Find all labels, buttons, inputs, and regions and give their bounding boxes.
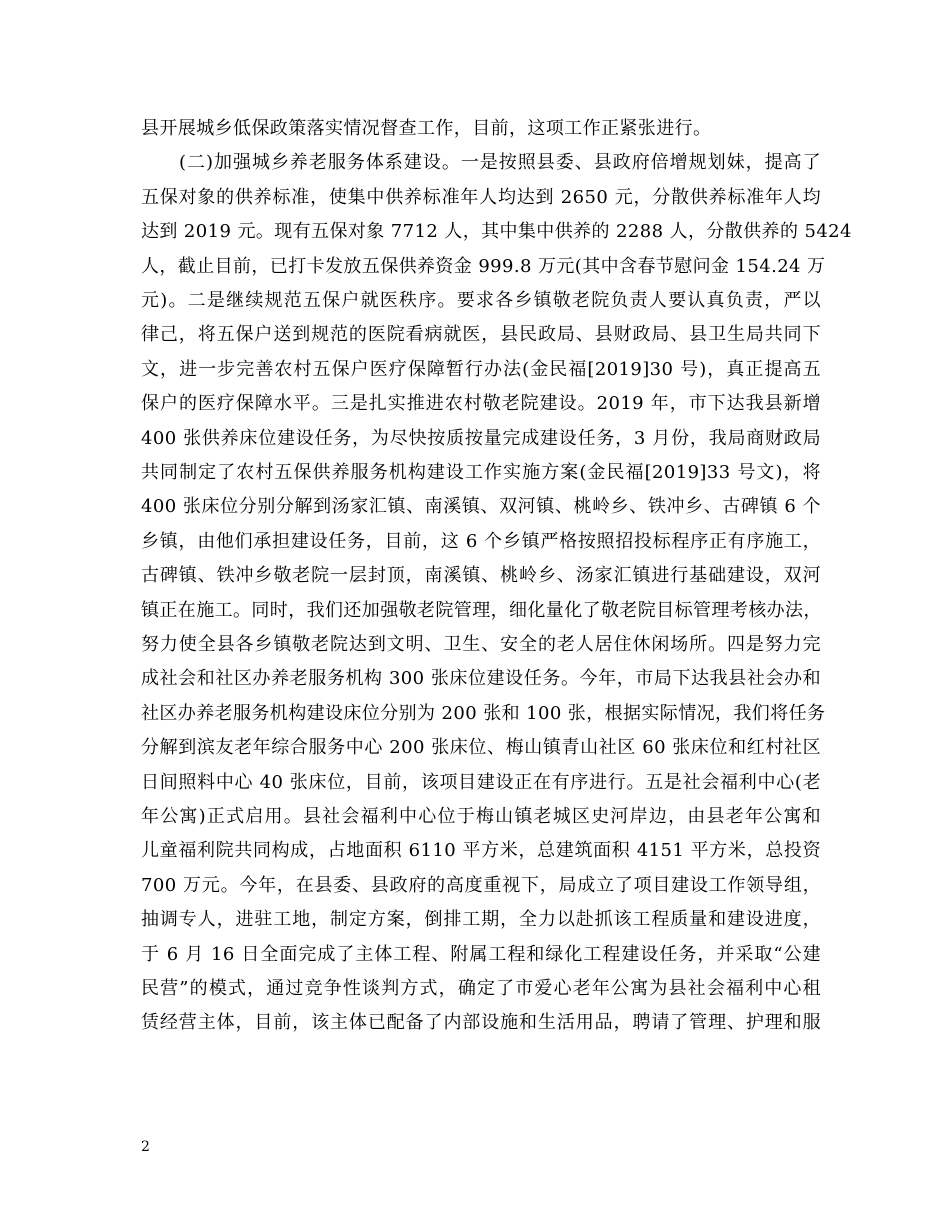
text-line: 文，进一步完善农村五保户医疗保障暂行办法(金民福[2019]30 号)，真正提高五 (141, 359, 821, 380)
text-line: 日间照料中心 40 张床位，目前，该项目建设正在有序进行。五是社会福利中心(老 (141, 772, 821, 793)
text-line: 努力使全县各乡镇敬老院达到文明、卫生、安全的老人居住休闲场所。四是努力完 (141, 634, 821, 655)
text-line: 成社会和社区办养老服务机构 300 张床位建设任务。今年，市局下达我县社会办和 (141, 668, 821, 689)
text-line: 古碑镇、铁冲乡敬老院一层封顶，南溪镇、桃岭乡、汤家汇镇进行基础建设，双河 (141, 565, 821, 586)
text-line: 700 万元。今年，在县委、县政府的高度重视下，局成立了项目建设工作领导组， (141, 875, 821, 896)
text-line: 400 张供养床位建设任务，为尽快按质按量完成建设任务，3 月份，我局商财政局 (141, 428, 821, 449)
text-line: 于 6 月 16 日全面完成了主体工程、附属工程和绿化工程建设任务，并采取“公建 (141, 944, 821, 965)
text-line: 赁经营主体，目前，该主体已配备了内部设施和生活用品，聘请了管理、护理和服 (141, 1012, 821, 1033)
text-line: 年公寓)正式启用。县社会福利中心位于梅山镇老城区史河岸边，由县老年公寓和 (141, 806, 821, 827)
page-number: 2 (141, 1139, 150, 1155)
text-line: 抽调专人，进驻工地，制定方案，倒排工期，全力以赴抓该工程质量和建设进度， (141, 909, 821, 930)
text-line: 乡镇，由他们承担建设任务，目前，这 6 个乡镇严格按照招投标程序正有序施工， (141, 531, 821, 552)
text-line: 儿童福利院共同构成，占地面积 6110 平方米，总建筑面积 4151 平方米，总投资 (141, 840, 821, 861)
text-line: 五保对象的供养标准，使集中供养标准年人均达到 2650 元，分散供养标准年人均 (141, 187, 821, 208)
text-line: 达到 2019 元。现有五保对象 7712 人，其中集中供养的 2288 人，分散供养的 5424 (141, 221, 852, 242)
text-line: (二)加强城乡养老服务体系建设。一是按照县委、县政府倍增规划妹，提高了 (141, 152, 821, 173)
text-line: 400 张床位分别分解到汤家汇镇、南溪镇、双河镇、桃岭乡、铁冲乡、古碑镇 6 个 (141, 496, 821, 517)
text-line: 律己，将五保户送到规范的医院看病就医，县民政局、县财政局、县卫生局共同下 (141, 324, 821, 345)
text-line: 人，截止目前，已打卡发放五保供养资金 999.8 万元(其中含春节慰问金 154.24 万 (141, 256, 826, 277)
text-line: 共同制定了农村五保供养服务机构建设工作实施方案(金民福[2019]33 号文)，将 (141, 462, 821, 483)
text-line: 分解到滨友老年综合服务中心 200 张床位、梅山镇青山社区 60 张床位和红村社区 (141, 737, 821, 758)
text-line: 社区办养老服务机构建设床位分别为 200 张和 100 张，根据实际情况，我们将任务 (141, 703, 826, 724)
text-line: 县开展城乡低保政策落实情况督查工作，目前，这项工作正紧张进行。 (141, 118, 712, 139)
text-line: 元)。二是继续规范五保户就医秩序。要求各乡镇敬老院负责人要认真负责，严以 (141, 290, 821, 311)
text-line: 民营”的模式，通过竞争性谈判方式，确定了市爱心老年公寓为县社会福利中心租 (141, 978, 821, 999)
text-line: 镇正在施工。同时，我们还加强敬老院管理，细化量化了敬老院目标管理考核办法， (141, 600, 822, 621)
text-line: 保户的医疗保障水平。三是扎实推进农村敬老院建设。2019 年，市下达我县新增 (141, 393, 821, 414)
